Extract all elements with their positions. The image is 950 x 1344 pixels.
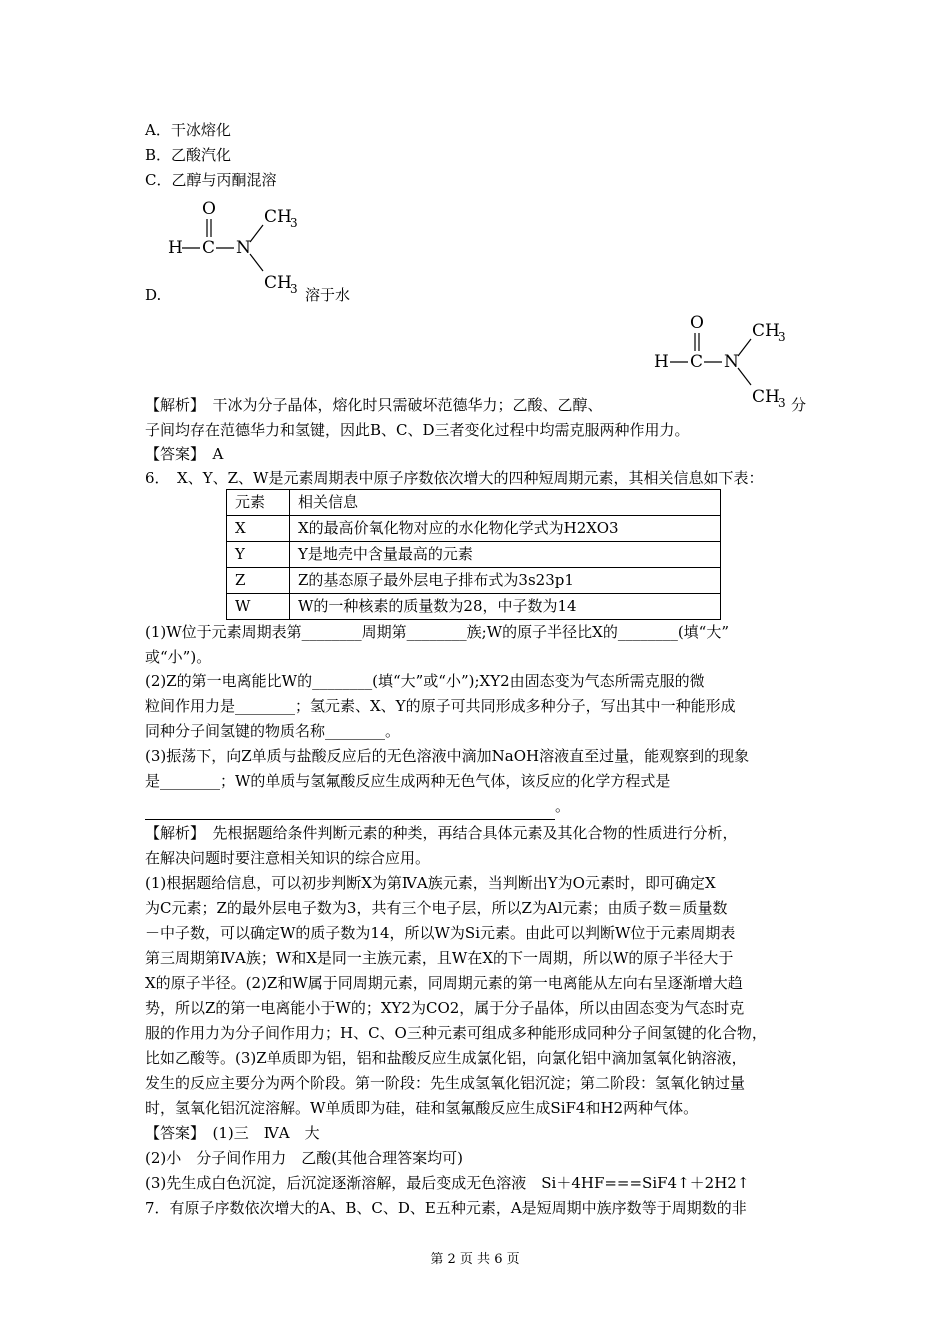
analysis6-line: 势，所以Z的第一电离能小于W的；XY2为CO2，属于分子晶体，所以由固态变为气态时克 [145,999,745,1017]
option-d-suffix: 溶于水 [305,286,351,304]
formula-sub3-top: 3 [290,216,298,230]
formula-h: H [168,238,183,258]
formula-sub3-top: 3 [778,330,786,344]
analysis6-line: 时，氢氧化铝沉淀溶解。W单质即为硅，硅和氢氟酸反应生成SiF4和H2两种气体。 [145,1099,699,1117]
table-header-cell: 相关信息 [290,490,721,516]
q6-part2-line2: 粒间作用力是________；氢元素、X、Y的原子可共同形成多种分子，写出其中一种能形成 [145,697,736,715]
option-c: C．乙醇与丙酮混溶 [145,171,277,189]
answer-blank [145,793,555,820]
element-info-table [226,489,721,620]
table-cell: Y [227,542,290,568]
q6-part3-line3: 。 [555,797,571,815]
table-cell: X的最高价氧化物对应的水化物化学式为H2XO3 [290,516,721,542]
q6-part2-line1: (2)Z的第一电离能比W的________(填“大”或“小”);XY2由固态变为气态所需克服的微 [145,672,705,690]
formula-o: O [690,313,704,333]
formula-n: N [724,352,739,372]
analysis5-line1-end: 分 [791,396,807,414]
q6-part1-line1: (1)W位于元素周期表第________周期第________族;W的原子半径比X的________(填“大” [145,623,730,641]
analysis6-line: 在解决问题时要注意相关知识的综合应用。 [145,849,431,867]
analysis6-line: 【解析】 先根据题给条件判断元素的种类，再结合具体元素及其化合物的性质进行分析， [145,824,738,842]
analysis5-line1: 【解析】 干冰为分子晶体，熔化时只需破坏范德华力；乙酸、乙醇、 [145,396,603,414]
option-a: A．干冰熔化 [145,121,231,139]
q7-stem: 7．有原子序数依次增大的A、B、C、D、E五种元素，A是短周期中族序数等于周期数的非 [145,1199,747,1217]
option-d-prefix: D. [145,286,162,304]
answer6-line: (2)小 分子间作用力 乙酸(其他合理答案均可) [145,1149,463,1167]
formula-ch3-bottom: CH [752,387,780,407]
analysis6-line: X的原子半径。(2)Z和W属于同周期元素，同周期元素的第一电离能从左向右呈逐渐增大趋 [145,974,743,992]
analysis6-line: 第三周期第ⅣA族；W和X是同一主族元素，且W在X的下一周期，所以W的原子半径大于 [145,949,734,967]
page-footer: 第 2 页 共 6 页 [430,1252,520,1267]
formula-sub3-bottom: 3 [778,396,786,407]
table-row [227,516,721,542]
q6-part3-line1: (3)振荡下，向Z单质与盐酸反应后的无色溶液中滴加NaOH溶液直至过量，能观察到的现象 [145,747,750,765]
table-cell: Z的基态原子最外层电子排布式为3s23p1 [290,568,721,594]
dmf-structure-analysis [648,312,798,407]
formula-ch3-top: CH [264,207,292,227]
formula-ch3-bottom: CH [264,273,292,293]
table-header-row [227,490,721,516]
formula-c: C [202,238,216,258]
q6-part2-line3: 同种分子间氢键的物质名称________。 [145,722,401,740]
table-header-cell: 元素 [227,490,290,516]
answer6-line: (3)先生成白色沉淀，后沉淀逐渐溶解，最后变成无色溶液 Si＋4HF===SiF4↑＋2H2↑ [145,1174,750,1192]
formula-n: N [236,238,251,258]
table-row [227,568,721,594]
q6-part1-line2: 或“小”)。 [145,648,212,666]
analysis5-line2: 子间均存在范德华力和氢键，因此B、C、D三者变化过程中均需克服两种作用力。 [145,421,690,439]
formula-h: H [654,352,669,372]
analysis6-line: 发生的反应主要分为两个阶段。第一阶段：先生成氢氧化铝沉淀；第二阶段：氢氧化钠过量 [145,1074,746,1092]
option-b: B．乙酸汽化 [145,146,232,164]
formula-o: O [202,199,216,219]
analysis6-line: 服的作用力为分子间作用力；H、C、O三种元素可组成多种能形成同种分子间氢键的化合物， [145,1024,767,1042]
table-cell: Z [227,568,290,594]
q6-part3-line2: 是________；W的单质与氢氟酸反应生成两种无色气体，该反应的化学方程式是 [145,772,671,790]
answer5: 【答案】 A [145,445,224,463]
q6-part3-line3-wrap [145,793,570,820]
formula-ch3-top: CH [752,321,780,341]
table-row [227,542,721,568]
table-cell: Y是地壳中含量最高的元素 [290,542,721,568]
analysis6-line: 为C元素；Z的最外层电子数为3，共有三个电子层，所以Z为Al元素；由质子数＝质量数 [145,899,728,917]
table-cell: W的一种核素的质量数为28，中子数为14 [290,594,721,620]
table-cell: X [227,516,290,542]
analysis6-line: (1)根据题给信息，可以初步判断X为第ⅣA族元素，当判断出Y为O元素时，即可确定X [145,874,716,892]
dmf-structure-d [160,198,310,293]
analysis6-line: 比如乙酸等。(3)Z单质即为铝，铝和盐酸反应生成氯化铝，向氯化铝中滴加氢氧化钠溶液， [145,1049,747,1067]
table-cell: W [227,594,290,620]
table-row [227,594,721,620]
analysis6-line: －中子数，可以确定W的质子数为14，所以W为Si元素。由此可以判断W位于元素周期表 [145,924,736,942]
answer6-line: 【答案】 (1)三 ⅣA 大 [145,1124,320,1142]
formula-c: C [690,352,704,372]
formula-sub3-bottom: 3 [290,282,298,293]
q6-stem: 6． X、Y、Z、W是元素周期表中原子序数依次增大的四种短周期元素，其相关信息如下表： [145,469,764,487]
